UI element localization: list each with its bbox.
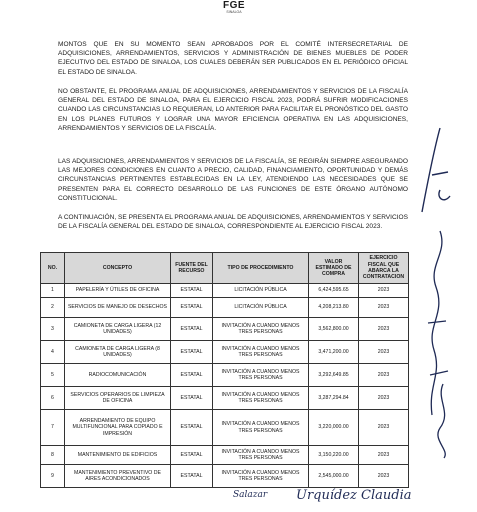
cell-procedimiento: INVITACIÓN A CUANDO MENOS TRES PERSONAS xyxy=(213,387,309,410)
cell-no: 5 xyxy=(41,364,65,387)
header-no: NO. xyxy=(41,253,65,284)
cell-valor: 3,150,220.00 xyxy=(309,446,359,465)
cell-ejercicio: 2023 xyxy=(359,446,409,465)
cell-valor: 6,424,595.65 xyxy=(309,284,359,298)
cell-no: 7 xyxy=(41,410,65,446)
cell-concepto: RADIOCOMUNICACIÓN xyxy=(65,364,171,387)
cell-procedimiento: INVITACIÓN A CUANDO MENOS TRES PERSONAS xyxy=(213,410,309,446)
cell-concepto: ARRENDAMIENTO DE EQUIPO MULTIFUNCIONAL PARA COPIADO E IMPRESIÓN xyxy=(65,410,171,446)
cell-fuente: ESTATAL xyxy=(171,298,213,318)
cell-ejercicio: 2023 xyxy=(359,465,409,488)
cell-ejercicio: 2023 xyxy=(359,387,409,410)
cell-no: 3 xyxy=(41,318,65,341)
procurement-table xyxy=(40,252,409,488)
table-row xyxy=(41,465,409,488)
cell-fuente: ESTATAL xyxy=(171,284,213,298)
cell-valor: 3,287,294.84 xyxy=(309,387,359,410)
cell-no: 2 xyxy=(41,298,65,318)
cell-procedimiento: LICITACIÓN PÚBLICA xyxy=(213,284,309,298)
header-fuente: FUENTE DEL RECURSO xyxy=(171,253,213,284)
paragraph-intro-table: A CONTINUACIÓN, SE PRESENTA EL PROGRAMA ANUAL DE ADQUISICIONES, ARRENDAMIENTOS Y SERVICIOS DE LA FISCALÍA GENERAL DEL ESTADO DE SINALOA, CORRESPONDIENTE AL EJERCICIO FISCAL 2023. xyxy=(58,214,408,231)
signature-salazar: Salazar xyxy=(233,490,268,500)
logo-text: FGE xyxy=(222,0,246,11)
cell-ejercicio: 2023 xyxy=(359,284,409,298)
table-row xyxy=(41,284,409,298)
cell-fuente: ESTATAL xyxy=(171,387,213,410)
cell-procedimiento: INVITACIÓN A CUANDO MENOS TRES PERSONAS xyxy=(213,318,309,341)
table-row xyxy=(41,318,409,341)
cell-ejercicio: 2023 xyxy=(359,298,409,318)
cell-ejercicio: 2023 xyxy=(359,410,409,446)
cell-no: 4 xyxy=(41,341,65,364)
margin-signature-top xyxy=(414,120,454,220)
cell-fuente: ESTATAL xyxy=(171,465,213,488)
fge-logo xyxy=(212,0,256,16)
table-row xyxy=(41,341,409,364)
cell-procedimiento: INVITACIÓN A CUANDO MENOS TRES PERSONAS xyxy=(213,446,309,465)
cell-ejercicio: 2023 xyxy=(359,318,409,341)
cell-fuente: ESTATAL xyxy=(171,410,213,446)
cell-valor: 3,220,000.00 xyxy=(309,410,359,446)
cell-no: 6 xyxy=(41,387,65,410)
cell-concepto: SERVICIOS DE MANEJO DE DESECHOS xyxy=(65,298,171,318)
margin-initials xyxy=(428,380,458,460)
paragraph-approval: MONTOS QUE EN SU MOMENTO SEAN APROBADOS POR EL COMITÉ INTERSECRETARIAL DE ADQUISICIONES, ARRENDAMIENTOS, SERVICIOS Y ADMINISTRACIÓN DE BIENES MUEBLES DE PODER EJECUTIVO DEL ESTADO DE SINALOA, LOS CUALES DEBERÁN SER PUBLICADOS EN EL PERIÓDICO OFICIAL EL ESTADO DE SINALOA. xyxy=(58,41,408,76)
cell-procedimiento: INVITACIÓN A CUANDO MENOS TRES PERSONAS xyxy=(213,341,309,364)
cell-no: 8 xyxy=(41,446,65,465)
cell-valor: 2,545,000.00 xyxy=(309,465,359,488)
table-row xyxy=(41,446,409,465)
logo-subtext: SINALOA xyxy=(226,10,242,14)
cell-concepto: MANTENIMIENTO PREVENTIVO DE AIRES ACONDICIONADOS xyxy=(65,465,171,488)
cell-concepto: SERVICIOS OPERARIOS DE LIMPIEZA DE OFICINA xyxy=(65,387,171,410)
cell-fuente: ESTATAL xyxy=(171,318,213,341)
cell-fuente: ESTATAL xyxy=(171,364,213,387)
header-ejercicio: EJERCICIO FISCAL QUE ABARCA LA CONTRATACION xyxy=(359,253,409,284)
cell-fuente: ESTATAL xyxy=(171,341,213,364)
cell-fuente: ESTATAL xyxy=(171,446,213,465)
table-row xyxy=(41,387,409,410)
cell-ejercicio: 2023 xyxy=(359,341,409,364)
cell-concepto: PAPELERÍA Y ÚTILES DE OFICINA xyxy=(65,284,171,298)
table-row xyxy=(41,364,409,387)
cell-concepto: MANTENIMIENTO DE EDIFICIOS xyxy=(65,446,171,465)
header-concepto: CONCEPTO xyxy=(65,253,171,284)
cell-concepto: CAMIONETA DE CARGA LIGERA (12 UNIDADES) xyxy=(65,318,171,341)
table-row xyxy=(41,410,409,446)
cell-procedimiento: INVITACIÓN A CUANDO MENOS TRES PERSONAS xyxy=(213,364,309,387)
table-row xyxy=(41,298,409,318)
cell-valor: 3,562,800.00 xyxy=(309,318,359,341)
signature-urquidez: Urquídez Claudia xyxy=(296,488,412,503)
paragraph-conditions: LAS ADQUISICIONES, ARRENDAMIENTOS Y SERVICIOS DE LA FISCALÍA, SE REGIRÁN SIEMPRE ASEGURANDO LAS MEJORES CONDICIONES EN CUANTO A PRECIO, CALIDAD, FINANCIAMIENTO, OPORTUNIDAD Y DEMÁS CIRCUNSTANCIAS PERTINENTES ESTABLECIDAS EN LA LEY, ATENDIENDO LAS NECESIDADES QUE SE PRESENTEN PARA EL CORRECTO DESARROLLO DE LAS FUNCIONES DE ESTE ÓRGANO AUTÓNOMO CONSTITUCIONAL. xyxy=(58,158,408,202)
cell-concepto: CAMIONETA DE CARGA LIGERA (8 UNIDADES) xyxy=(65,341,171,364)
cell-valor: 4,208,213.80 xyxy=(309,298,359,318)
cell-procedimiento: INVITACIÓN A CUANDO MENOS TRES PERSONAS xyxy=(213,465,309,488)
cell-procedimiento: LICITACIÓN PÚBLICA xyxy=(213,298,309,318)
cell-valor: 3,471,200.00 xyxy=(309,341,359,364)
cell-valor: 3,292,649.85 xyxy=(309,364,359,387)
cell-no: 1 xyxy=(41,284,65,298)
cell-no: 9 xyxy=(41,465,65,488)
header-valor: VALOR ESTIMADO DE COMPRA xyxy=(309,253,359,284)
cell-ejercicio: 2023 xyxy=(359,364,409,387)
header-procedimiento: TIPO DE PROCEDIMIENTO xyxy=(213,253,309,284)
paragraph-modifications: NO OBSTANTE, EL PROGRAMA ANUAL DE ADQUISICIONES, ARRENDAMIENTOS Y SERVICIOS DE LA FISCALÍA GENERAL DEL ESTADO DE SINALOA, PARA EL EJERCICIO FISCAL 2023, PODRÁ SUFRIR MODIFICACIONES CUANDO LAS CIRCUNSTANCIAS LO REQUIERAN, LO ANTERIOR PARA FACILITAR EL PRONÓSTICO DEL GASTO EN LOS PLANES FUTUROS Y LOGRAR UNA MAYOR EFICIENCIA OPERATIVA EN LAS ADQUISICIONES, ARRENDAMIENTOS Y SERVICIOS DE LA FISCALÍA. xyxy=(58,88,408,132)
table-header-row xyxy=(41,253,409,284)
